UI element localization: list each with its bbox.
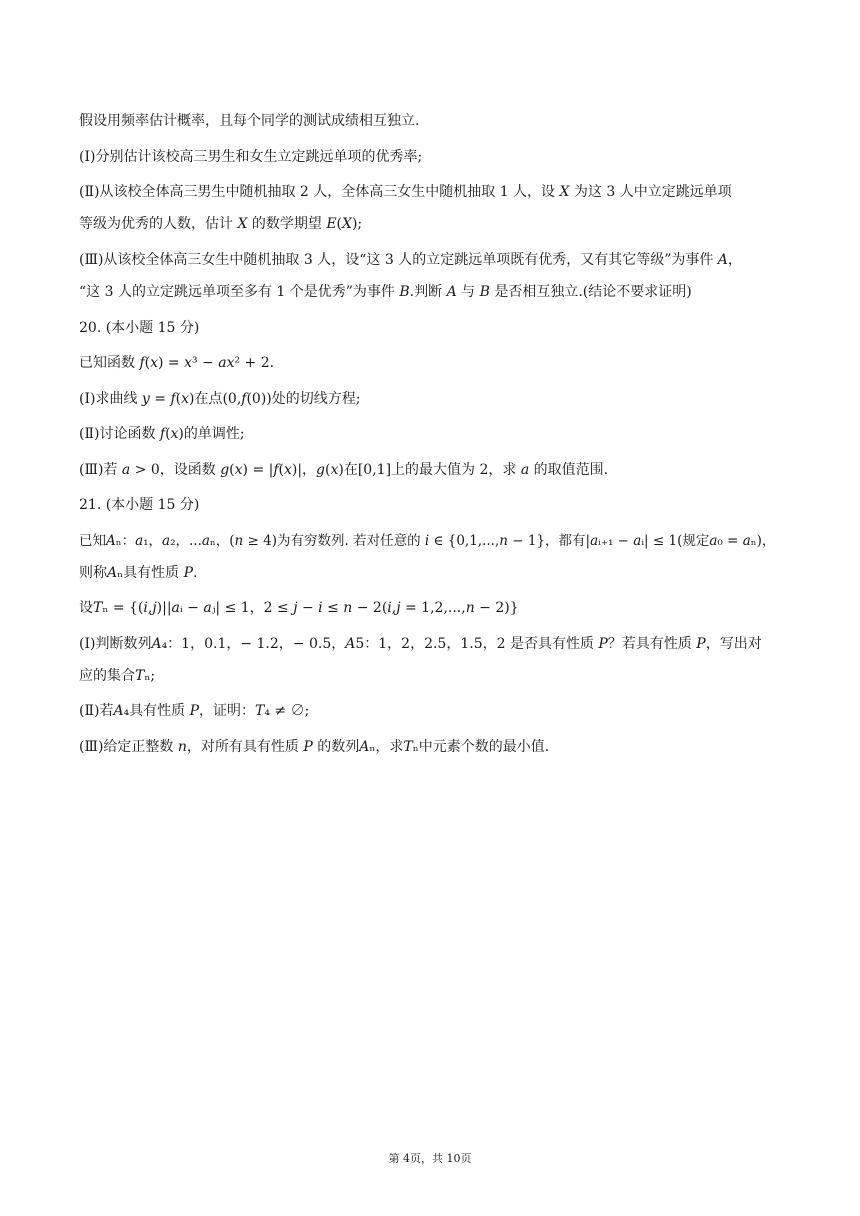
text-line: (Ⅲ)若 𝑎 > 0，设函数 𝑔(𝑥) = |𝑓(𝑥)|，𝑔(𝑥)在[0,1]上的最大值为 2，求 𝑎 的取值范围. xyxy=(79,462,609,478)
text-line: (Ⅰ)分别估计该校高三男生和女生立定跳远单项的优秀率; xyxy=(79,149,423,165)
question-heading: 21. (本小题 15 分) xyxy=(79,497,200,513)
text-line: (Ⅰ)求曲线 𝑦 = 𝑓(𝑥)在点(0,𝑓(0))处的切线方程; xyxy=(79,391,361,407)
text-line: 等级为优秀的人数，估计 𝑋 的数学期望 𝐸(𝑋); xyxy=(79,216,363,232)
text-line: 则称𝐴ₙ具有性质 𝑃. xyxy=(79,565,198,581)
text-line: (Ⅰ)判断数列𝐴₄：1，0.1，− 1.2，− 0.5，𝐴5：1，2，2.5，1.5，2 是否具有性质 𝑃？若具有性质 𝑃，写出对 xyxy=(79,636,762,652)
page-footer: 第 4页，共 10页 xyxy=(388,1152,472,1165)
question-heading: 20. (本小题 15 分) xyxy=(79,320,200,336)
text-line: 应的集合𝑇ₙ; xyxy=(79,668,156,684)
text-line: (Ⅱ)若𝐴₄具有性质 𝑃，证明：𝑇₄ ≠ ∅; xyxy=(79,703,310,719)
text-line: (Ⅲ)从该校全体高三女生中随机抽取 3 人，设“这 3 人的立定跳远单项既有优秀，又有其它等级”为事件 𝐴， xyxy=(79,252,742,268)
text-line: 已知𝐴ₙ：𝑎₁，𝑎₂，...𝑎ₙ，(𝑛 ≥ 4)为有穷数列. 若对任意的 𝑖 ∈ {0,1,...,𝑛 − 1}，都有|𝑎ᵢ₊₁ − 𝑎ᵢ| ≤ 1(规定𝑎₀ = 𝑎ₙ)， xyxy=(79,533,776,549)
text-line: (Ⅲ)给定正整数 𝑛，对所有具有性质 𝑃 的数列𝐴ₙ，求𝑇ₙ中元素个数的最小值. xyxy=(79,739,550,755)
text-line: “这 3 人的立定跳远单项至多有 1 个是优秀”为事件 𝐵.判断 𝐴 与 𝐵 是否相互独立.(结论不要求证明) xyxy=(79,284,692,300)
text-line: (Ⅱ)从该校全体高三男生中随机抽取 2 人，全体高三女生中随机抽取 1 人，设 𝑋 为这 3 人中立定跳远单项 xyxy=(79,184,732,200)
text-line: (Ⅱ)讨论函数 𝑓(𝑥)的单调性; xyxy=(79,426,245,442)
text-line: 假设用频率估计概率，且每个同学的测试成绩相互独立. xyxy=(79,113,420,129)
text-line: 设𝑇ₙ = {(𝑖,𝑗)||𝑎ᵢ − 𝑎ⱼ| ≤ 1，2 ≤ 𝑗 − 𝑖 ≤ 𝑛 − 2(𝑖,𝑗 = 1,2,...,𝑛 − 2)} xyxy=(79,600,519,616)
text-line: 已知函数 𝑓(𝑥) = 𝑥³ − 𝑎𝑥² + 2. xyxy=(79,355,275,371)
